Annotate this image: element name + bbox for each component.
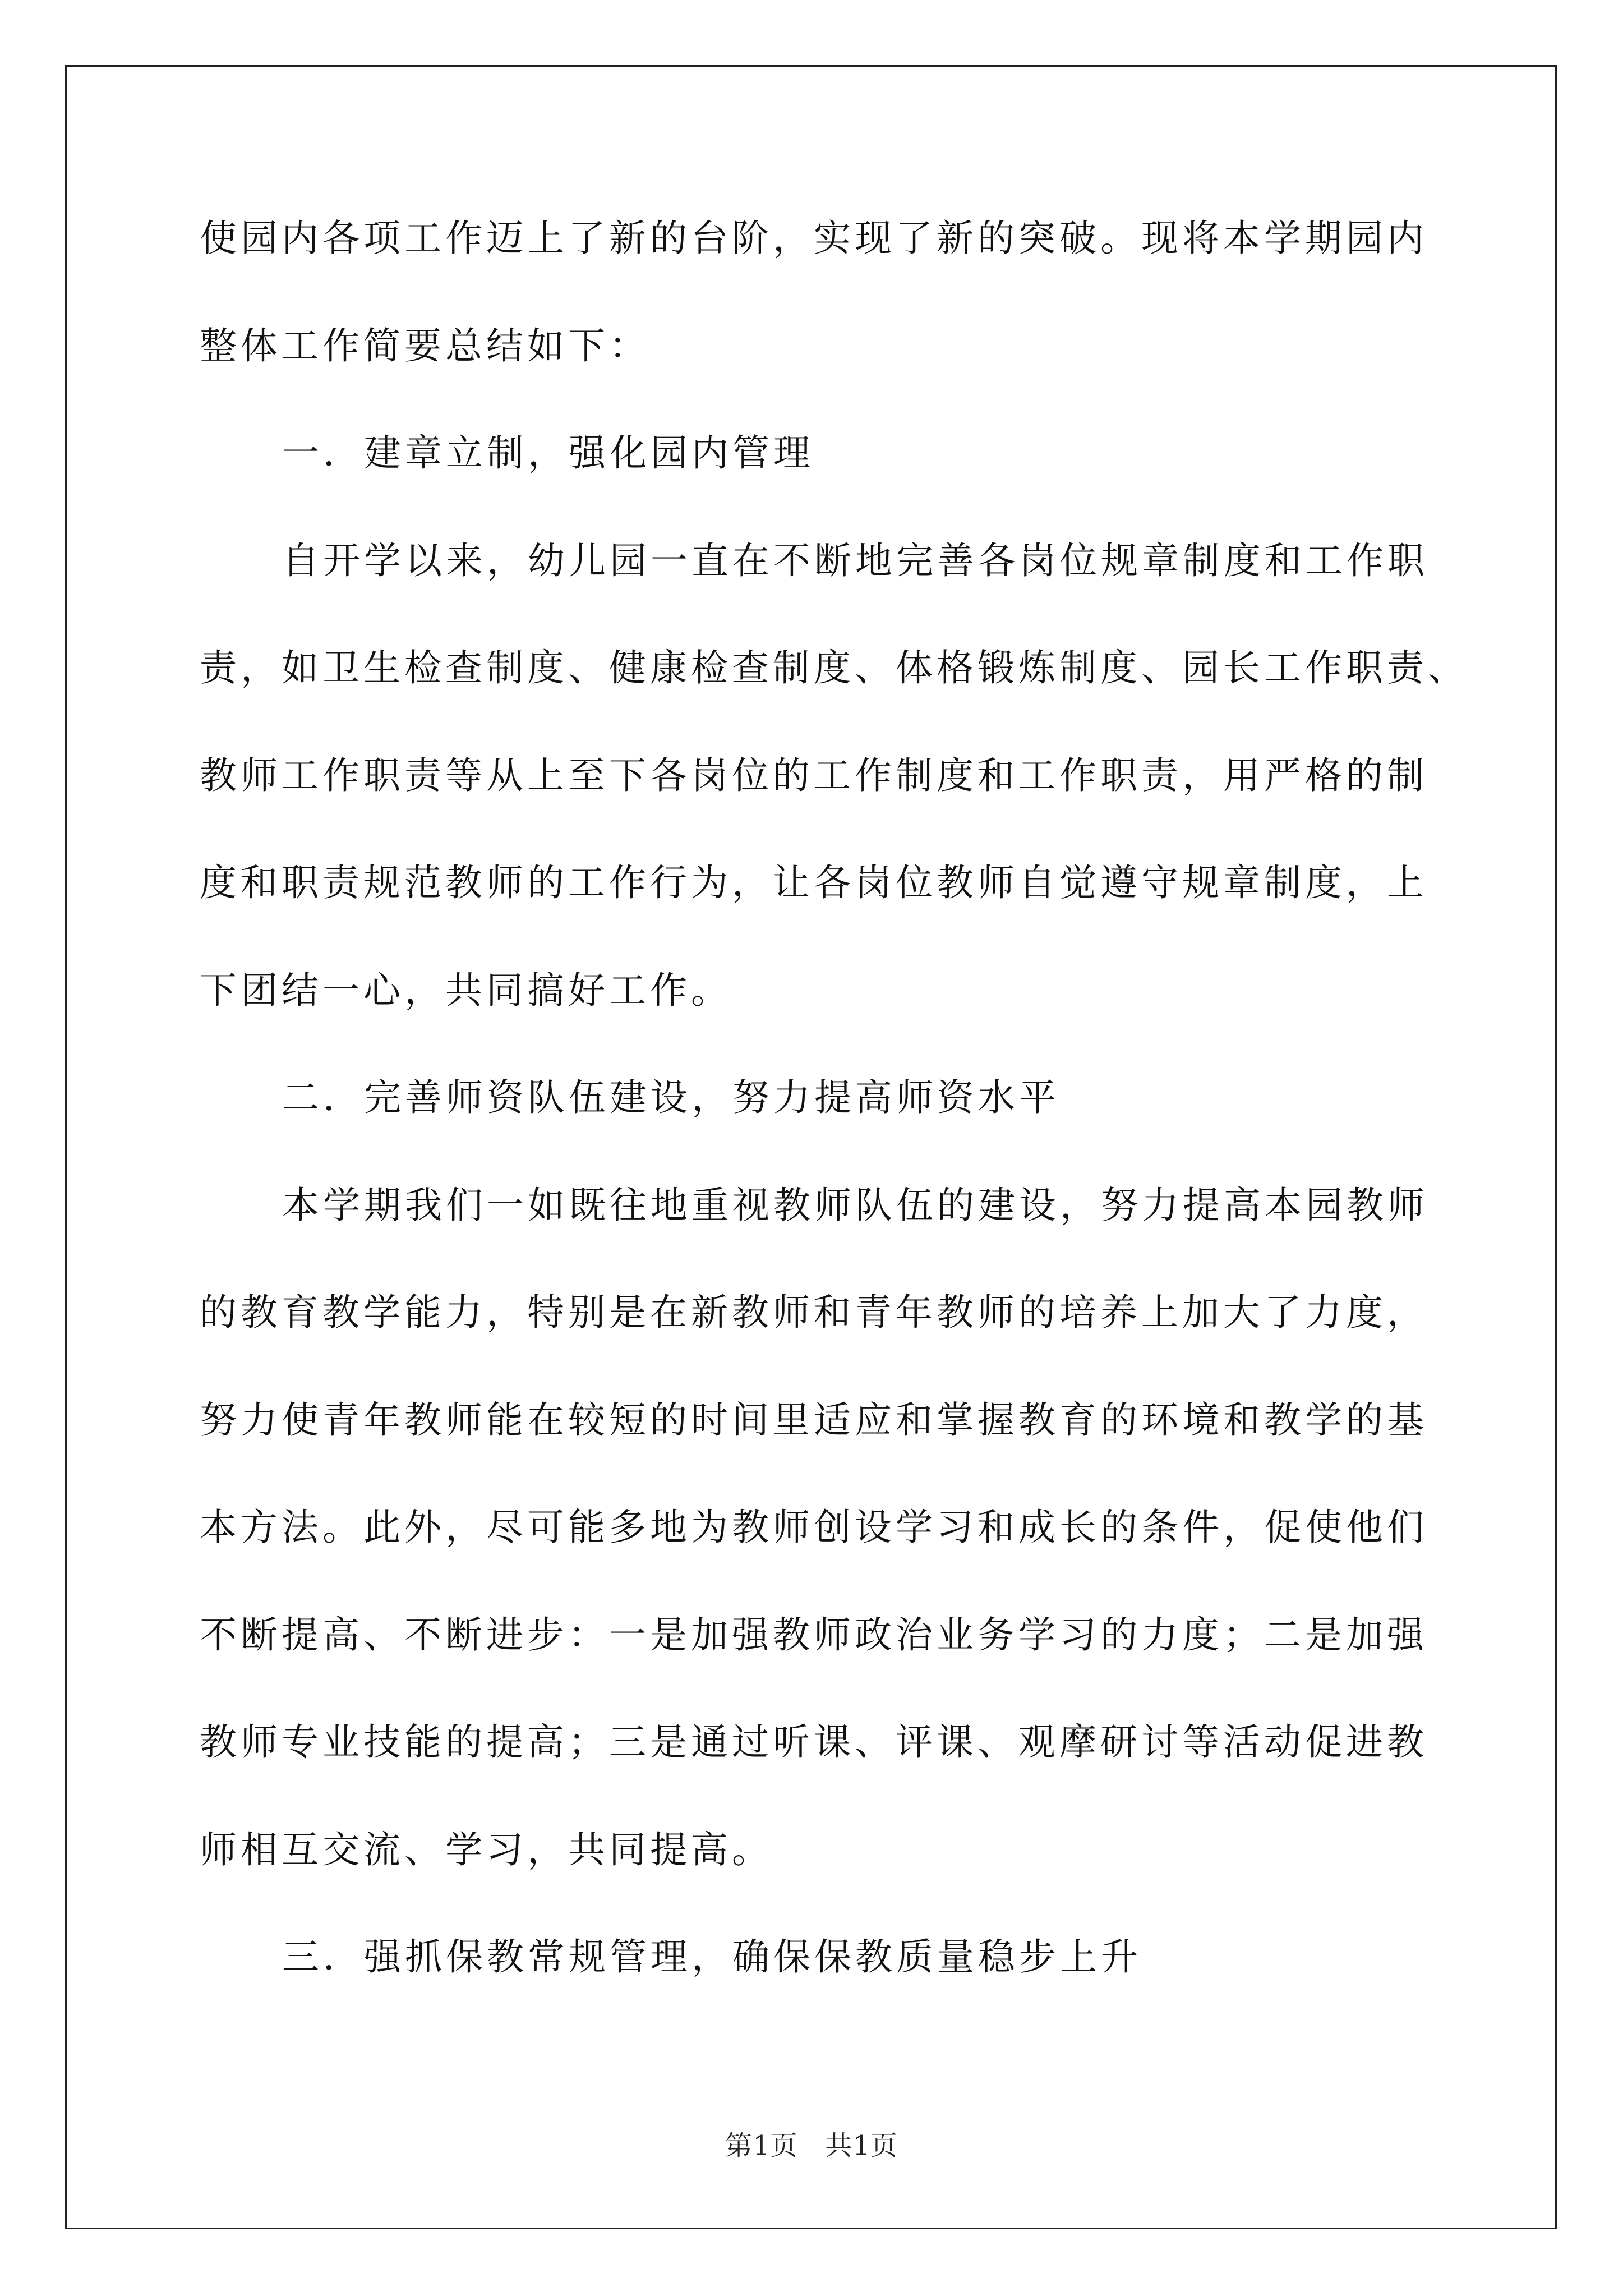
text-line: 责，如卫生检查制度、健康检查制度、体格锻炼制度、园长工作职责、 xyxy=(200,646,1469,689)
page-footer: 第1页 共1页 xyxy=(725,2130,898,2161)
text-line: 努力使青年教师能在较短的时间里适应和掌握教育的环境和教学的基 xyxy=(200,1398,1428,1442)
section-heading: 一．建章立制，强化园内管理 xyxy=(282,431,814,475)
text-line: 使园内各项工作迈上了新的台阶，实现了新的突破。现将本学期园内 xyxy=(200,217,1428,260)
text-line: 不断提高、不断进步：一是加强教师政治业务学习的力度；二是加强 xyxy=(200,1613,1428,1657)
text-line: 教师专业技能的提高；三是通过听课、评课、观摩研讨等活动促进教 xyxy=(200,1720,1428,1764)
text-line: 教师工作职责等从上至下各岗位的工作制度和工作职责，用严格的制 xyxy=(200,753,1428,797)
text-line: 度和职责规范教师的工作行为，让各岗位教师自觉遵守规章制度，上 xyxy=(200,861,1428,904)
text-line: 本学期我们一如既往地重视教师队伍的建设，努力提高本园教师 xyxy=(282,1183,1428,1227)
text-line: 下团结一心，共同搞好工作。 xyxy=(200,968,732,1012)
text-line: 本方法。此外，尽可能多地为教师创设学习和成长的条件，促使他们 xyxy=(200,1506,1428,1549)
text-line: 自开学以来，幼儿园一直在不断地完善各岗位规章制度和工作职 xyxy=(282,539,1428,582)
text-line: 整体工作简要总结如下： xyxy=(200,324,650,367)
text-line: 的教育教学能力，特别是在新教师和青年教师的培养上加大了力度， xyxy=(200,1291,1428,1334)
section-heading: 二．完善师资队伍建设，努力提高师资水平 xyxy=(282,1076,1060,1119)
text-line: 师相互交流、学习，共同提高。 xyxy=(200,1828,773,1871)
section-heading: 三．强抓保教常规管理，确保保教质量稳步上升 xyxy=(282,1935,1142,1978)
document-body xyxy=(200,216,1469,2042)
